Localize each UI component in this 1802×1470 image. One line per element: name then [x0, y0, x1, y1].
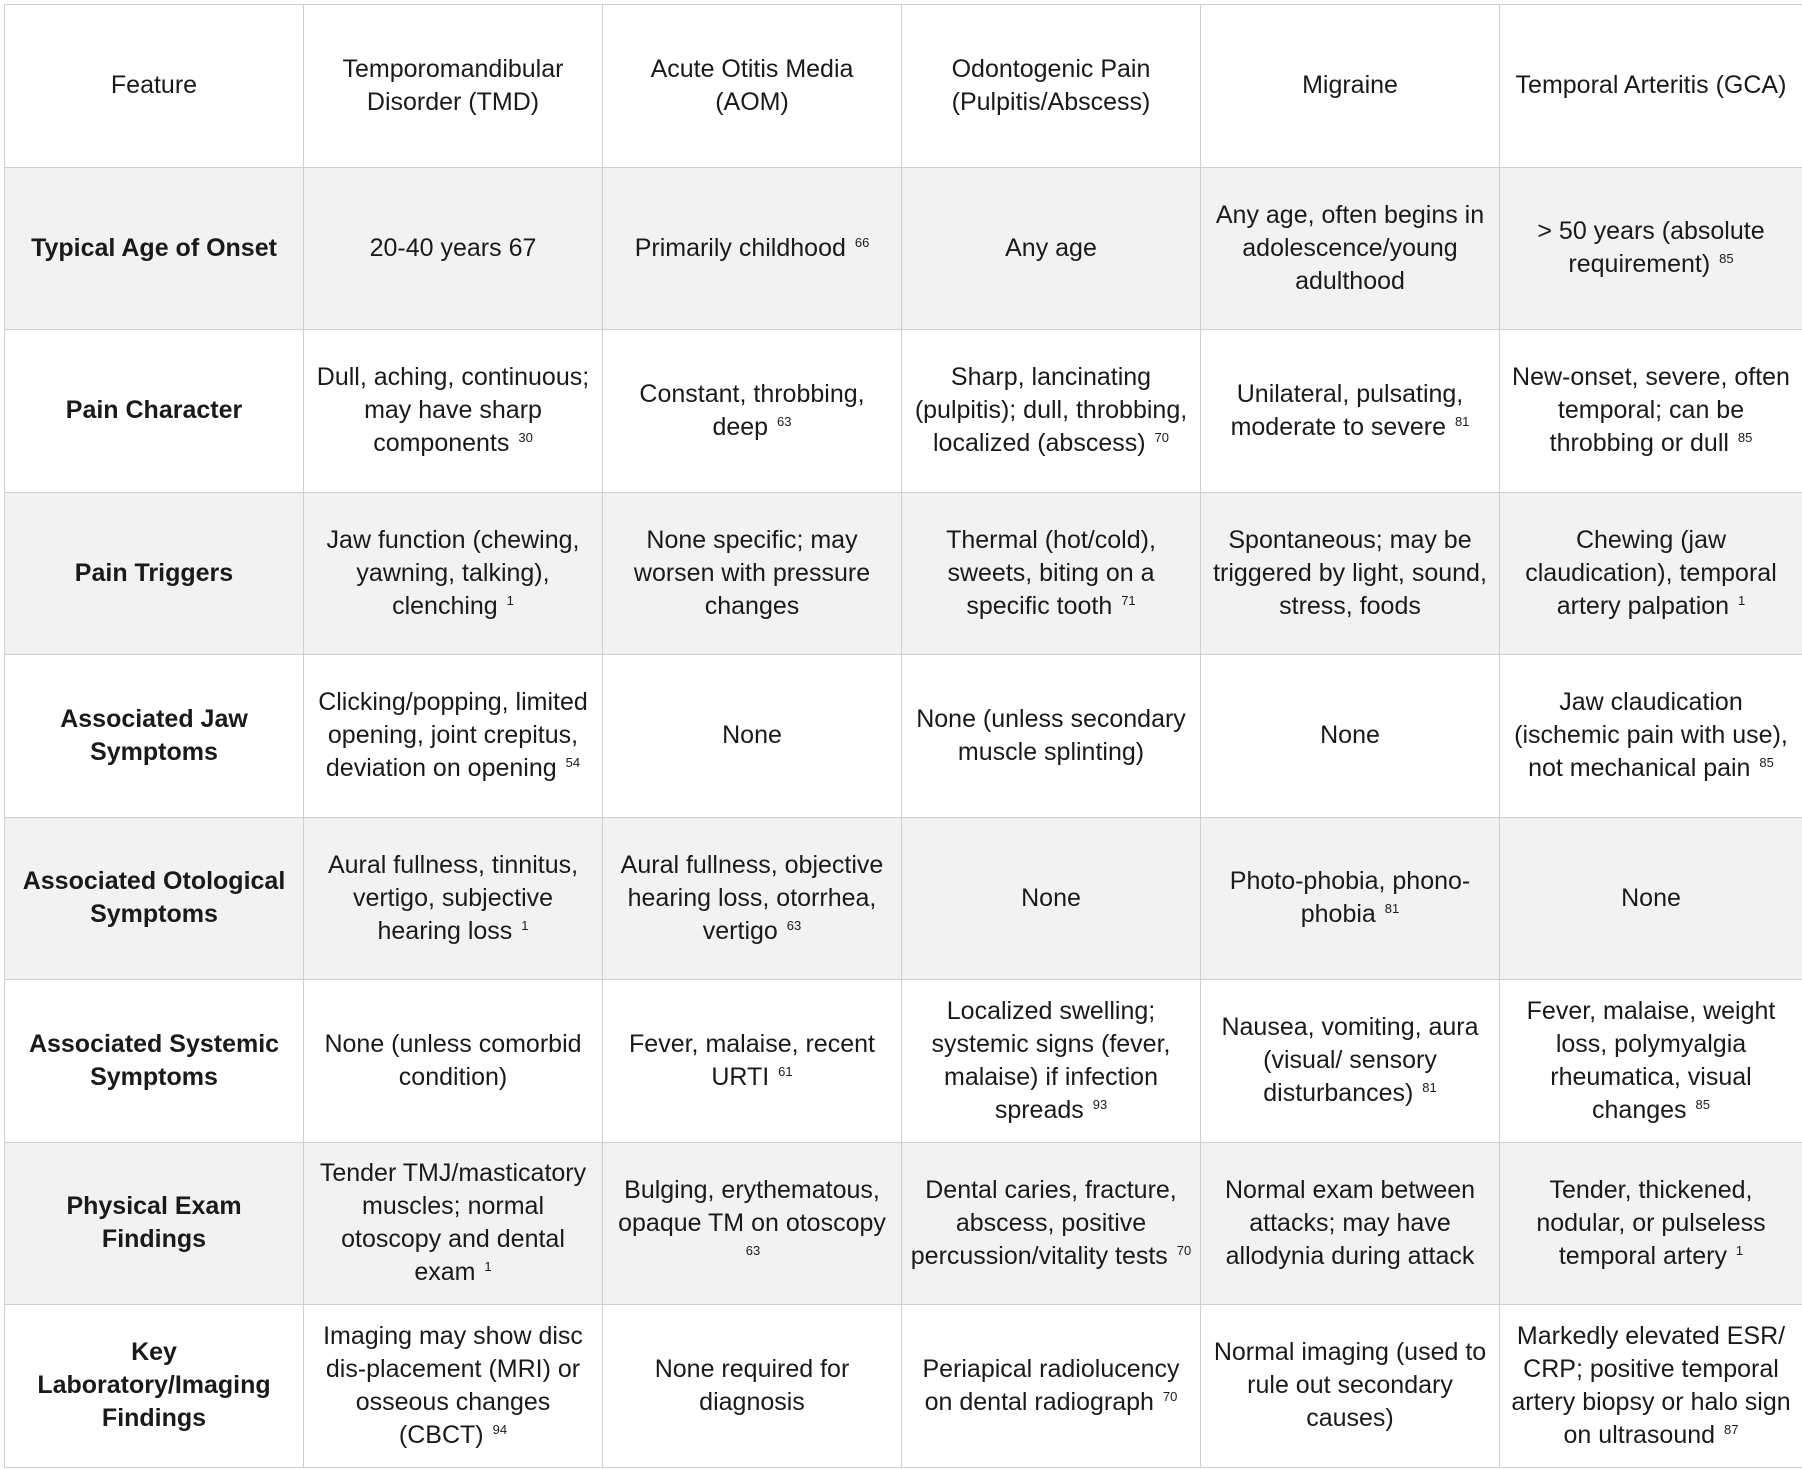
- table-cell: [1500, 330, 1802, 493]
- citation-ref: 94: [492, 1421, 508, 1437]
- table-cell: [1500, 980, 1802, 1143]
- cell-text: Bulging, erythematous, opaque TM on otoscopy: [618, 1175, 886, 1237]
- table-cell: [603, 492, 902, 655]
- cell-text: Dental caries, fracture, abscess, positive percussion/vitality tests: [910, 1175, 1177, 1270]
- cell-text: Jaw function (chewing, yawning, talking), clenching: [326, 525, 580, 620]
- cell-text: Any age: [1005, 233, 1097, 262]
- table-cell: [902, 817, 1201, 980]
- table-cell: [603, 817, 902, 980]
- cell-text: Dull, aching, continuous; may have sharp components: [316, 363, 590, 458]
- feature-label: Physical Exam Findings: [5, 1142, 304, 1305]
- table-cell: [1500, 817, 1802, 980]
- table-row: [5, 1142, 1802, 1305]
- cell-text: Normal imaging (used to rule out secondary causes): [1213, 1338, 1487, 1433]
- table-cell: [603, 167, 902, 330]
- header-gca: Temporal Arteritis (GCA): [1500, 5, 1802, 168]
- cell-text: Tender, thickened, nodular, or pulseless temporal artery: [1536, 1175, 1766, 1270]
- cell-text: Aural fullness, objective hearing loss, otorrhea, vertigo: [620, 850, 884, 945]
- cell-text: Fever, malaise, weight loss, polymyalgia rheumatica, visual changes: [1526, 996, 1776, 1124]
- table-cell: [304, 817, 603, 980]
- table-cell: [1500, 167, 1802, 330]
- table-cell: [603, 1305, 902, 1468]
- table-cell: [1201, 492, 1500, 655]
- citation-ref: 85: [1719, 251, 1734, 267]
- citation-ref: 63: [777, 413, 792, 429]
- citation-ref: 63: [745, 1242, 761, 1258]
- differential-diagnosis-table: [4, 4, 1802, 1468]
- cell-text: Spontaneous; may be triggered by light, sound, stress, foods: [1213, 525, 1487, 620]
- cell-text: 20-40 years 67: [369, 233, 537, 262]
- table-row: [5, 817, 1802, 980]
- citation-ref: 30: [518, 430, 533, 446]
- cell-text: Periapical radiolucency on dental radiograph: [922, 1354, 1180, 1416]
- citation-ref: 85: [1737, 430, 1753, 446]
- table-cell: [1201, 1305, 1500, 1468]
- table-cell: [902, 330, 1201, 493]
- table-row: [5, 492, 1802, 655]
- citation-ref: 1: [484, 1259, 492, 1275]
- table-cell: [603, 655, 902, 818]
- table-cell: [902, 1305, 1201, 1468]
- feature-label: Associated Jaw Symptoms: [5, 655, 304, 818]
- table-cell: [304, 1305, 603, 1468]
- citation-ref: 70: [1154, 430, 1169, 446]
- cell-text: None: [1021, 883, 1081, 912]
- table-cell: [1500, 492, 1802, 655]
- cell-text: Thermal (hot/cold), sweets, biting on a specific tooth: [946, 525, 1156, 620]
- table-cell: [1201, 980, 1500, 1143]
- cell-text: None specific; may worsen with pressure changes: [633, 525, 871, 620]
- table-cell: [304, 1142, 603, 1305]
- cell-text: Jaw claudication (ischemic pain with use), not mechanical pain: [1514, 688, 1788, 783]
- citation-ref: 70: [1176, 1242, 1192, 1258]
- table-cell: [902, 655, 1201, 818]
- citation-ref: 66: [854, 234, 870, 250]
- table-cell: [1201, 167, 1500, 330]
- citation-ref: 87: [1724, 1421, 1739, 1437]
- cell-text: New-onset, severe, often temporal; can be throbbing or dull: [1512, 363, 1790, 458]
- cell-text: Imaging may show disc dis-placement (MRI) or osseous changes (CBCT): [323, 1321, 583, 1449]
- cell-text: Primarily childhood: [634, 233, 846, 262]
- table-cell: [603, 330, 902, 493]
- table-cell: [902, 492, 1201, 655]
- cell-text: Aural fullness, tinnitus, vertigo, subjective hearing loss: [327, 850, 579, 945]
- table-cell: [304, 980, 603, 1143]
- feature-label: Typical Age of Onset: [5, 167, 304, 330]
- cell-text: Chewing (jaw claudication), temporal artery palpation: [1525, 525, 1777, 620]
- table-cell: [1201, 655, 1500, 818]
- cell-text: Clicking/popping, limited opening, joint crepitus, deviation on opening: [318, 688, 588, 783]
- header-migraine: Migraine: [1201, 5, 1500, 168]
- cell-text: > 50 years (absolute requirement): [1537, 217, 1765, 279]
- citation-ref: 81: [1422, 1080, 1437, 1096]
- citation-ref: 70: [1162, 1388, 1178, 1404]
- table-cell: [304, 492, 603, 655]
- cell-text: Any age, often begins in adolescence/young adulthood: [1215, 200, 1485, 295]
- citation-ref: 85: [1695, 1096, 1710, 1112]
- feature-label: Pain Character: [5, 330, 304, 493]
- cell-text: None required for diagnosis: [654, 1354, 850, 1416]
- table-row: [5, 330, 1802, 493]
- table-cell: [1500, 1142, 1802, 1305]
- header-tmd: Temporomandibular Disorder (TMD): [304, 5, 603, 168]
- citation-ref: 1: [1738, 592, 1746, 608]
- table-cell: [1201, 330, 1500, 493]
- citation-ref: 61: [778, 1063, 793, 1079]
- citation-ref: 85: [1759, 755, 1774, 771]
- citation-ref: 81: [1454, 413, 1470, 429]
- cell-text: None: [1320, 721, 1380, 750]
- table-cell: [304, 655, 603, 818]
- feature-label: Associated Otological Symptoms: [5, 817, 304, 980]
- header-feature: Feature: [5, 5, 304, 168]
- citation-ref: 1: [1735, 1242, 1744, 1258]
- table-body: [5, 5, 1802, 1468]
- cell-text: Unilateral, pulsating, moderate to severe: [1230, 379, 1464, 441]
- cell-text: None (unless secondary muscle splinting): [916, 704, 1186, 766]
- citation-ref: 1: [521, 917, 529, 933]
- cell-text: Sharp, lancinating (pulpitis); dull, throbbing, localized (abscess): [914, 363, 1188, 458]
- cell-text: Constant, throbbing, deep: [639, 379, 865, 441]
- cell-text: None: [722, 721, 782, 750]
- feature-label: Pain Triggers: [5, 492, 304, 655]
- table-cell: [304, 167, 603, 330]
- cell-text: Normal exam between attacks; may have allodynia during attack: [1224, 1175, 1476, 1270]
- citation-ref: 81: [1384, 901, 1400, 917]
- table-cell: [1500, 1305, 1802, 1468]
- feature-label: Associated Systemic Symptoms: [5, 980, 304, 1143]
- table-cell: [603, 1142, 902, 1305]
- table-cell: [1201, 817, 1500, 980]
- cell-text: None: [1621, 883, 1681, 912]
- table-header-row: [5, 5, 1802, 168]
- table-cell: [1500, 655, 1802, 818]
- cell-text: Nausea, vomiting, aura (visual/ sensory disturbances): [1221, 1013, 1479, 1108]
- feature-label: Key Laboratory/Imaging Findings: [5, 1305, 304, 1468]
- citation-ref: 93: [1092, 1096, 1108, 1112]
- table-cell: [902, 167, 1201, 330]
- table-row: [5, 655, 1802, 818]
- cell-text: Tender TMJ/masticatory muscles; normal otoscopy and dental exam: [319, 1159, 587, 1287]
- table-row: [5, 167, 1802, 330]
- citation-ref: 63: [786, 917, 802, 933]
- citation-ref: 1: [506, 592, 514, 608]
- table-cell: [304, 330, 603, 493]
- table-cell: [603, 980, 902, 1143]
- table-row: [5, 1305, 1802, 1468]
- citation-ref: 71: [1121, 592, 1136, 608]
- cell-text: Markedly elevated ESR/ CRP; positive temporal artery biopsy or halo sign on ultrasound: [1511, 1321, 1791, 1449]
- header-aom: Acute Otitis Media (AOM): [603, 5, 902, 168]
- cell-text: None (unless comorbid condition): [324, 1029, 582, 1091]
- table-cell: [902, 980, 1201, 1143]
- citation-ref: 54: [565, 755, 581, 771]
- table-cell: [902, 1142, 1201, 1305]
- table-row: [5, 980, 1802, 1143]
- header-odontogenic: Odontogenic Pain (Pulpitis/Abscess): [902, 5, 1201, 168]
- cell-text: Fever, malaise, recent URTI: [629, 1029, 875, 1091]
- table-cell: [1201, 1142, 1500, 1305]
- cell-text: Localized swelling; systemic signs (fever, malaise) if infection spreads: [931, 996, 1171, 1124]
- cell-text: Photo-phobia, phono-phobia: [1229, 867, 1471, 929]
